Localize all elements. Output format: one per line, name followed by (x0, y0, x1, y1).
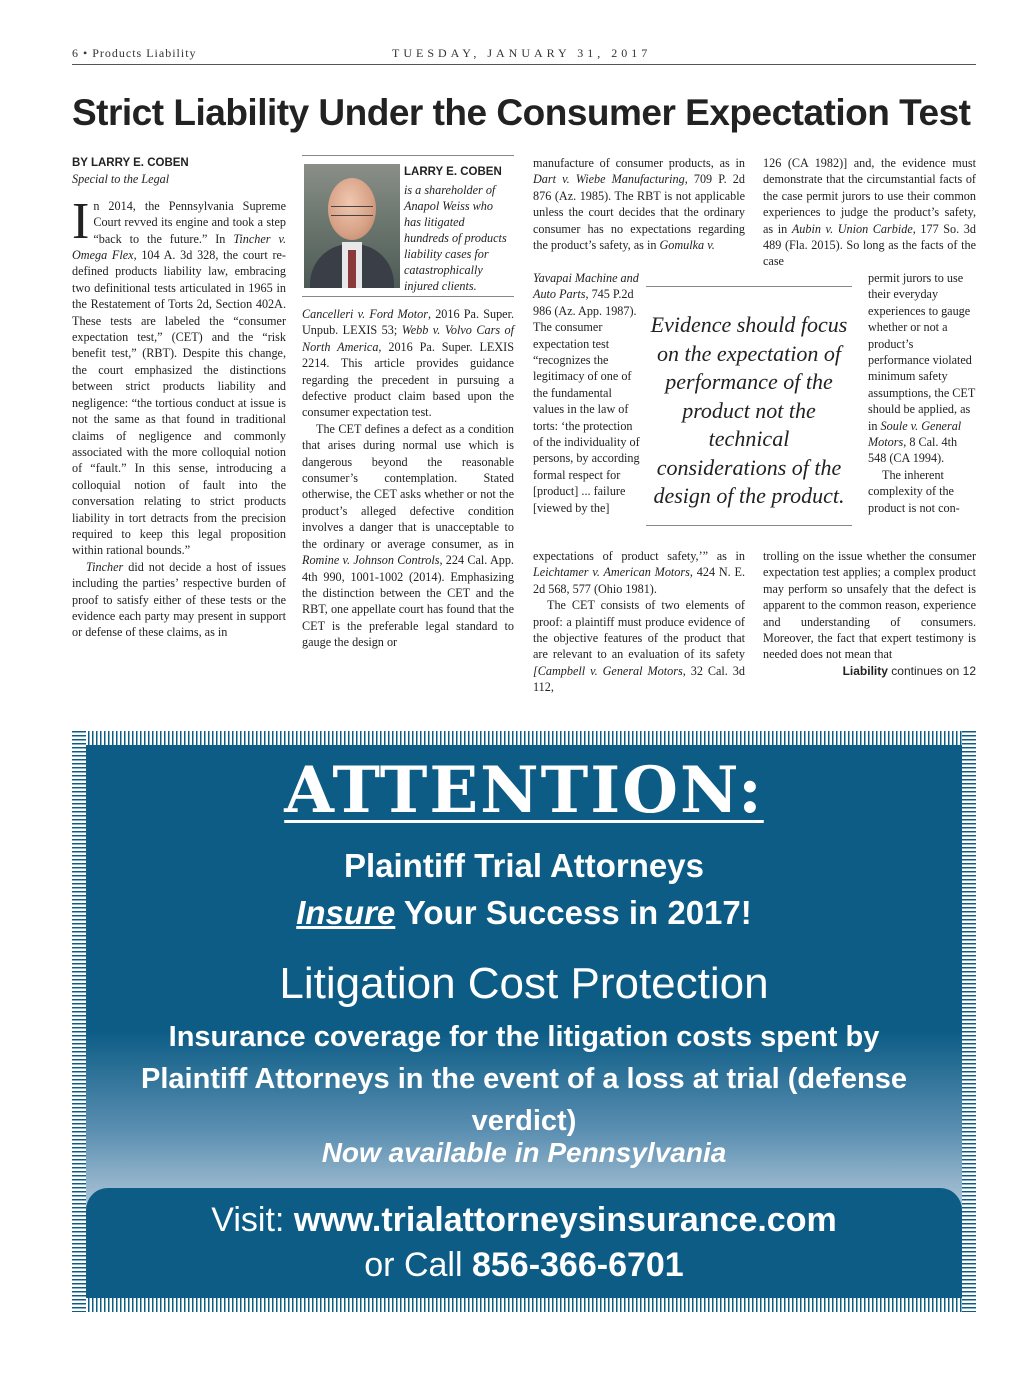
advertisement (72, 731, 976, 1312)
ad-url[interactable]: www.trialattorneysinsurance.com (293, 1201, 837, 1239)
ad-call (72, 1246, 976, 1285)
article-column-3-bottom (533, 548, 745, 696)
continues-note (763, 663, 976, 679)
article-paragraph: Tincher did not decide a host of issues including the parties’ respective burden of proof to satisfy either of these tests or the evidence each party may present in support or defense of these claims, as in (72, 559, 286, 640)
article-paragraph: permit jurors to use their everyday experiences to gauge whether or not a product’s performance violated minimum safety assumptions, the CET should be applied, as in Soule v. General Motors, 8 Cal. 4th 548 (CA 1994). (868, 271, 976, 466)
article-paragraph: 126 (CA 1982)] and, the evidence must demonstrate that the circumstantial facts of the case permit jurors to use their common experiences to judge the product’s safety, as in Aubin v. Union Carbide, 177 So. 3d 489 (Fla. 2015). So long as the facts of the case (763, 156, 976, 269)
author-box (302, 155, 514, 297)
article-column-4-bottom (763, 548, 976, 679)
ad-visit (72, 1201, 976, 1240)
ad-tagline-rest: Your Success in 2017! (403, 894, 752, 931)
article-paragraph: The CET defines a defect as a condition that arises during normal use which is dangerous beyond the reasonable consumer’s contemplation. Stated otherwise, the CET asks whether or not the product’s alleged defective condition involves a danger that is unacceptable to the ordinary or average consumer, as in Romine v. Johnson Controls, 224 Cal. App. 4th 990, 1001-1002 (2014). Emphasizing the distinction between the CET and the RBT, one appellate court has found that the CET is the preferable legal standard to gauge the design or (302, 421, 514, 650)
article-paragraph: Cancelleri v. Ford Motor, 2016 Pa. Super. Unpub. LEXIS 53; Webb v. Volvo Cars of North America, 2016 Pa. Super. LEXIS 2214. This article provides guidance regarding the precedent in pursuing a defective product claim based upon the consumer expectation test. (302, 307, 515, 420)
ad-call-label: or Call (364, 1246, 463, 1284)
article-paragraph: trolling on the issue whether the consumer expectation test applies; a complex product may perform so unsafely that the defect is apparent to the common reason, experience and understanding of consumers. Moreover, the fact that expert testimony is needed does not mean that (763, 549, 976, 662)
article-title: Strict Liability Under the Consumer Expectation Test (72, 92, 971, 133)
article-column-3-narrow (533, 270, 641, 516)
drop-cap: I (72, 192, 90, 250)
page-header (72, 44, 976, 65)
article-column-3-top (533, 155, 745, 253)
ad-insure: Insure (296, 894, 396, 931)
continues-label: Liability (842, 663, 888, 678)
article-paragraph: expectations of product safety,’” as in Leichtamer v. American Motors, 424 N. E. 2d 568, 577 (Ohio 1981). (533, 549, 746, 596)
article-column-2 (302, 306, 514, 651)
article-paragraph: The CET consists of two elements of proof: a plaintiff must produce evidence of the objective features of the product that are relevant to an evaluation of its safety [Campbell v. General Motors, 32 Cal. 3d 112, (533, 598, 745, 695)
article-paragraph: Yavapai Machine and Auto Parts, 745 P.2d 986 (Az. App. 1987). The consumer expectation test “recognizes the legitimacy of one of the fundamental values in the law of torts: ‘the protection of the individuality of persons, by according formal respect for [product] ... failure [viewed by the] (533, 271, 640, 515)
ad-border-bottom (72, 1298, 976, 1312)
issue-date: TUESDAY, JANUARY 31, 2017 (392, 46, 652, 60)
ad-phone[interactable]: 856-366-6701 (471, 1246, 684, 1284)
author-description: is a shareholder of Anapol Weiss who has litigated hundreds of products liability cases for catastrophically injured clients. (404, 183, 507, 293)
author-photo (304, 164, 400, 288)
continues-text: continues on 12 (891, 663, 976, 678)
article-column-1 (72, 155, 286, 641)
ad-availability: Now available in Pennsylvania (321, 1137, 727, 1168)
ad-attention: ATTENTION: (284, 753, 764, 828)
ad-headline: Litigation Cost Protection (279, 959, 769, 1008)
article-column-4-narrow (868, 270, 976, 516)
article-column-4-top (763, 155, 976, 270)
ad-visit-label: Visit: (211, 1201, 285, 1239)
ad-audience: Plaintiff Trial Attorneys (343, 847, 704, 884)
ad-tagline (72, 894, 976, 932)
byline-special: Special to the Legal (72, 172, 170, 187)
ad-border-top (72, 731, 976, 745)
article-paragraph: manufacture of consumer products, as in Dart v. Wiebe Manufacturing, 709 P. 2d 876 (Az. 1985). The RBT is not applicable unless the court decides that the ordinary consumer has no expectations regarding the product’s safety, as in Gomulka v. (533, 156, 745, 253)
page-section: 6 • Products Liability (72, 46, 197, 60)
byline: BY LARRY E. COBEN (72, 157, 189, 169)
article-paragraph: The inherent complexity of the product is not con- (868, 467, 960, 515)
pull-quote: Evidence should focus on the expectation of performance of the product not the technical considerations of the design of the product. (646, 286, 852, 526)
article-paragraph: In 2014, the Pennsylvania Supreme Court revved its engine and took a step “back to the future.” In Tincher v. Omega Flex, 104 A. 3d 328, the court re-defined products liability law, embracing two definitional tests articulated in 1965 in the Restatement of Torts 2d, Section 402A. These tests are labeled the “consumer expectation test,” (CET) and the “risk benefit test,” (RBT). Despite this change, the court emphasized the distinctions between strict products liability and negligence: “the tortious conduct at issue is not the same as that found in traditional claims of negligence and commonly associated with the more colloquial notion of “fault.” In this sense, introducing a colloquial notion of fault into the conversation relating to strict products liability in tort detracts from the precision required to keep this legal proposition within rational bounds.” (72, 192, 286, 558)
ad-coverage: Insurance coverage for the litigation costs spent by Plaintiff Attorneys in the event of a loss at trial (defense verdict) (141, 1021, 907, 1137)
author-name: LARRY E. COBEN (404, 166, 502, 178)
